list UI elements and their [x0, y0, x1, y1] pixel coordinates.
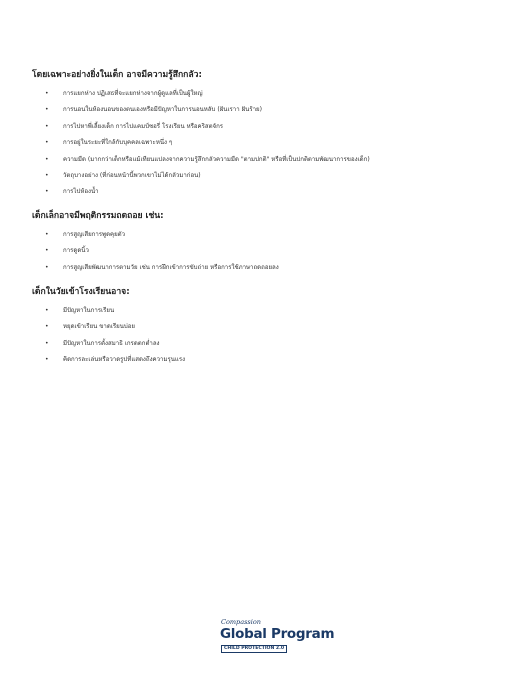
- bullet-icon: •: [45, 247, 49, 255]
- list-item: [32, 247, 502, 263]
- bullet-icon: •: [45, 307, 49, 314]
- list-item-text: การสูญเสียพัฒนาการตามวัย เช่น การฝึกเข้าการขับถ่าย หรือการใช้ภาษาถดถอยลง: [63, 263, 279, 271]
- section-school-age: [32, 286, 502, 373]
- list-item-text: การไปหาพี่เลี้ยงเด็ก การไปแคมป์ซอรี่ โรงเรียน หรือคริสตจักร: [63, 122, 224, 130]
- bullet-icon: •: [45, 106, 49, 114]
- list-item: [32, 156, 502, 172]
- list-item: [32, 172, 502, 188]
- list-item: [32, 340, 502, 356]
- bullet-icon: •: [45, 171, 49, 179]
- section-regression: [32, 210, 502, 280]
- list-item-text: การดูดนิ้ว: [63, 247, 89, 255]
- section-fears: [32, 69, 502, 205]
- list-item-text: การแยกห่าง ปฏิเสธที่จะแยกห่างจากผู้ดูแลที่เป็นผู้ใหญ่: [63, 90, 203, 97]
- bullet-list: [32, 90, 502, 205]
- list-item: [32, 264, 502, 280]
- bullet-icon: •: [45, 139, 49, 147]
- logo-brand: Compassion: [221, 618, 261, 626]
- bullet-icon: •: [45, 323, 49, 331]
- list-item: [32, 231, 502, 247]
- bullet-icon: •: [45, 188, 49, 196]
- compassion-logo: [220, 618, 335, 658]
- section-heading: เด็กในวัยเข้าโรงเรียนอาจ:: [32, 287, 130, 297]
- section-heading: โดยเฉพาะอย่างยิ่งในเด็ก อาจมีความรู้สึกกลัว:: [32, 70, 202, 80]
- list-item: [32, 123, 502, 139]
- bullet-icon: •: [45, 339, 49, 347]
- list-item: [32, 307, 502, 323]
- list-item-text: การนอนในห้องนอนของตนเองหรือมีปัญหาในการนอนหลับ (ฝันเราา ฝันร้าย): [63, 106, 262, 114]
- list-item-text: คิดการละเล่นหรือวาดรูปที่แสดงถึงความรุนแรง: [63, 356, 186, 364]
- list-item: [32, 356, 502, 372]
- bullet-icon: •: [45, 155, 49, 163]
- bullet-list: [32, 231, 502, 280]
- bullet-list: [32, 307, 502, 373]
- logo-title: Global Program: [220, 626, 335, 642]
- logo-tag: CHILD PROTECTION 2.0: [221, 645, 287, 653]
- bullet-icon: •: [45, 122, 49, 130]
- section-heading: เด็กเล็กอาจมีพฤติกรรมถดถอย เช่น:: [32, 211, 164, 221]
- list-item: [32, 188, 502, 204]
- list-item-text: การอยู่ในระยะที่ใกล้กับบุคคลเฉพาะหนึ่ง ๆ: [63, 139, 173, 147]
- bullet-icon: •: [45, 356, 49, 364]
- list-item-text: หยุดเข้าเรียน ขาดเรียนบ่อย: [63, 323, 135, 331]
- list-item-text: การไปห้องน้ำ: [63, 188, 99, 196]
- list-item-text: วัตถุบางอย่าง (ที่ก่อนหน้านี้พวกเขาไม่ได้กลัวมาก่อน): [63, 171, 201, 179]
- list-item-text: ความมืด (มากกว่าเด็กหรือแม้เทียนแปลงจากความรู้สึกกลัวความมืด "ตามปกติ" หรือที่เป็นปกติตามพัฒนาการของเด็ก): [63, 155, 370, 163]
- bullet-icon: •: [45, 263, 49, 271]
- list-item-text: มีปัญหาในการเรียน: [63, 307, 115, 314]
- bullet-icon: •: [45, 231, 49, 238]
- list-item-text: มีปัญหาในการตั้งสมาธิ เกรดตกต่ำลง: [63, 339, 160, 347]
- list-item: [32, 323, 502, 339]
- list-item: [32, 106, 502, 122]
- bullet-icon: •: [45, 90, 49, 97]
- list-item-text: การสูญเสียการพูดคุยตัว: [63, 231, 126, 238]
- list-item: [32, 90, 502, 106]
- list-item: [32, 139, 502, 155]
